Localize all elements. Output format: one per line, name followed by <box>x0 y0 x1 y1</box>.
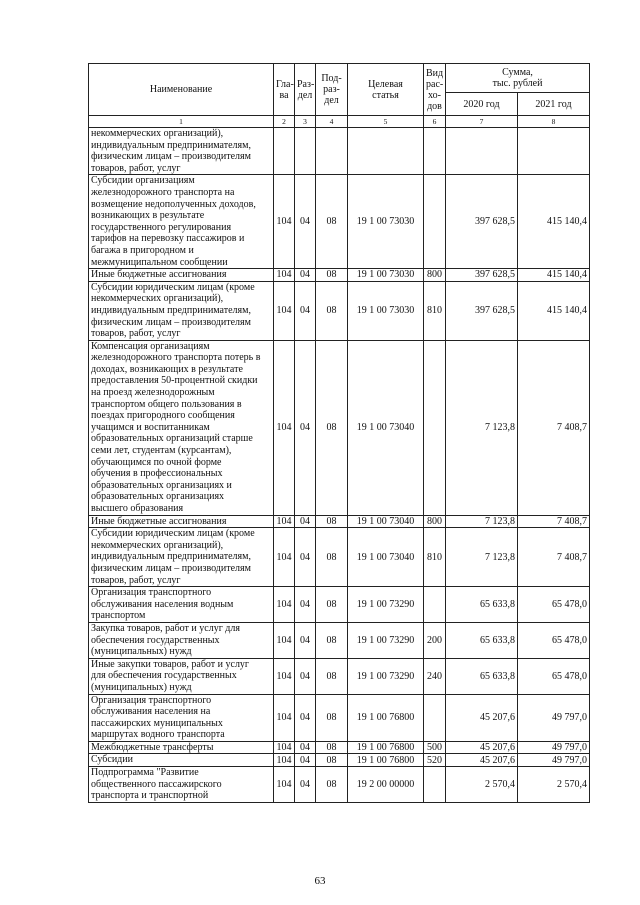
row-vid-rashodov: 200 <box>424 622 446 658</box>
row-razdel: 04 <box>295 622 316 658</box>
table-body <box>89 128 590 803</box>
row-glava <box>274 128 295 175</box>
row-vid-rashodov: 800 <box>424 269 446 282</box>
row-razdel: 04 <box>295 767 316 803</box>
row-sum-2021: 49 797,0 <box>518 754 590 767</box>
table-row <box>89 741 590 754</box>
row-sum-2020: 397 628,5 <box>446 281 518 340</box>
header-year-2020: 2020 год <box>446 93 518 116</box>
row-sum-2020: 65 633,8 <box>446 622 518 658</box>
table-row <box>89 767 590 803</box>
row-celevaya-statya: 19 2 00 00000 <box>348 767 424 803</box>
row-glava: 104 <box>274 741 295 754</box>
header-year-2021: 2021 год <box>518 93 590 116</box>
row-sum-2021: 7 408,7 <box>518 340 590 515</box>
table-row <box>89 528 590 587</box>
row-sum-2021: 49 797,0 <box>518 741 590 754</box>
row-name: Межбюджетные трансферты <box>89 741 274 754</box>
row-sum-2020: 397 628,5 <box>446 269 518 282</box>
column-number: 5 <box>348 116 424 128</box>
row-celevaya-statya: 19 1 00 73040 <box>348 515 424 528</box>
row-razdel: 04 <box>295 175 316 269</box>
row-podrazdel <box>316 128 348 175</box>
header-podrazdel: Под- раз- дел <box>316 64 348 116</box>
row-razdel: 04 <box>295 658 316 694</box>
row-vid-rashodov: 520 <box>424 754 446 767</box>
row-sum-2020 <box>446 128 518 175</box>
row-glava: 104 <box>274 658 295 694</box>
row-glava: 104 <box>274 281 295 340</box>
header-razdel: Раз- дел <box>295 64 316 116</box>
row-podrazdel: 08 <box>316 658 348 694</box>
row-sum-2020: 7 123,8 <box>446 340 518 515</box>
row-celevaya-statya <box>348 128 424 175</box>
row-podrazdel: 08 <box>316 587 348 623</box>
row-celevaya-statya: 19 1 00 73290 <box>348 587 424 623</box>
row-razdel: 04 <box>295 515 316 528</box>
table-row <box>89 175 590 269</box>
table-row <box>89 281 590 340</box>
row-podrazdel: 08 <box>316 340 348 515</box>
row-celevaya-statya: 19 1 00 73040 <box>348 340 424 515</box>
table-row <box>89 340 590 515</box>
row-podrazdel: 08 <box>316 767 348 803</box>
column-number: 1 <box>89 116 274 128</box>
row-sum-2021: 7 408,7 <box>518 515 590 528</box>
row-podrazdel: 08 <box>316 754 348 767</box>
row-glava: 104 <box>274 694 295 741</box>
row-razdel: 04 <box>295 587 316 623</box>
row-sum-2021: 65 478,0 <box>518 587 590 623</box>
header-vid-rashodov: Вид рас- хо- дов <box>424 64 446 116</box>
table-row <box>89 515 590 528</box>
row-razdel: 04 <box>295 269 316 282</box>
row-podrazdel: 08 <box>316 528 348 587</box>
row-celevaya-statya: 19 1 00 76800 <box>348 694 424 741</box>
column-number: 7 <box>446 116 518 128</box>
row-glava: 104 <box>274 622 295 658</box>
row-vid-rashodov <box>424 767 446 803</box>
row-name: Субсидии юридическим лицам (кроме некоммерческих организаций), индивидуальным предпринимателям, физическим лицам – производителям товаров, работ, услуг <box>89 281 274 340</box>
budget-table <box>88 63 590 803</box>
row-razdel: 04 <box>295 754 316 767</box>
row-vid-rashodov: 500 <box>424 741 446 754</box>
row-razdel: 04 <box>295 694 316 741</box>
row-glava: 104 <box>274 767 295 803</box>
row-razdel: 04 <box>295 281 316 340</box>
row-razdel: 04 <box>295 340 316 515</box>
row-sum-2021: 415 140,4 <box>518 175 590 269</box>
row-glava: 104 <box>274 754 295 767</box>
row-razdel: 04 <box>295 741 316 754</box>
header-celevaya-statya: Целевая статья <box>348 64 424 116</box>
row-name: Иные бюджетные ассигнования <box>89 269 274 282</box>
row-celevaya-statya: 19 1 00 76800 <box>348 741 424 754</box>
column-number: 4 <box>316 116 348 128</box>
row-sum-2020: 7 123,8 <box>446 528 518 587</box>
row-name: Подпрограмма "Развитие общественного пассажирского транспорта и транспортной <box>89 767 274 803</box>
row-name: Организация транспортного обслуживания населения водным транспортом <box>89 587 274 623</box>
row-podrazdel: 08 <box>316 694 348 741</box>
row-glava: 104 <box>274 587 295 623</box>
row-vid-rashodov <box>424 694 446 741</box>
row-razdel: 04 <box>295 528 316 587</box>
row-podrazdel: 08 <box>316 622 348 658</box>
row-celevaya-statya: 19 1 00 73030 <box>348 281 424 340</box>
row-celevaya-statya: 19 1 00 76800 <box>348 754 424 767</box>
row-celevaya-statya: 19 1 00 73290 <box>348 658 424 694</box>
row-sum-2020: 397 628,5 <box>446 175 518 269</box>
column-number: 6 <box>424 116 446 128</box>
row-celevaya-statya: 19 1 00 73290 <box>348 622 424 658</box>
row-name: Иные закупки товаров, работ и услуг для обеспечения государственных (муниципальных) нужд <box>89 658 274 694</box>
row-podrazdel: 08 <box>316 741 348 754</box>
column-number: 2 <box>274 116 295 128</box>
table-row <box>89 754 590 767</box>
row-celevaya-statya: 19 1 00 73030 <box>348 269 424 282</box>
row-glava: 104 <box>274 269 295 282</box>
row-name: Организация транспортного обслуживания населения на пассажирских муниципальных маршрутах водного транспорта <box>89 694 274 741</box>
page-number: 63 <box>314 875 326 887</box>
row-sum-2021: 415 140,4 <box>518 281 590 340</box>
row-celevaya-statya: 19 1 00 73030 <box>348 175 424 269</box>
row-vid-rashodov <box>424 175 446 269</box>
row-glava: 104 <box>274 515 295 528</box>
row-vid-rashodov: 810 <box>424 281 446 340</box>
header-name: Наименование <box>89 64 274 116</box>
row-razdel <box>295 128 316 175</box>
row-sum-2020: 65 633,8 <box>446 658 518 694</box>
table-row <box>89 622 590 658</box>
row-glava: 104 <box>274 528 295 587</box>
header-glava: Гла- ва <box>274 64 295 116</box>
row-vid-rashodov: 240 <box>424 658 446 694</box>
row-name: Компенсация организациям железнодорожного транспорта потерь в доходах, возникающих в результате предоставления 50-процентной скидки на проезд железнодорожным транспортом общего пользования в поездах пригородного сообщения учащимся и воспитанникам образовательных организаций старше семи лет, студентам (курсантам), обучающимся по очной форме обучения в профессиональных образовательных организациях и образовательных организациях высшего образования <box>89 340 274 515</box>
row-sum-2020: 45 207,6 <box>446 741 518 754</box>
header-summa: Сумма, тыс. рублей <box>446 64 590 93</box>
row-podrazdel: 08 <box>316 175 348 269</box>
row-glava: 104 <box>274 340 295 515</box>
table-row <box>89 128 590 175</box>
row-name: Субсидии <box>89 754 274 767</box>
row-sum-2020: 45 207,6 <box>446 694 518 741</box>
row-name: некоммерческих организаций), индивидуальным предпринимателям, физическим лицам – производителям товаров, работ, услуг <box>89 128 274 175</box>
column-number: 3 <box>295 116 316 128</box>
row-podrazdel: 08 <box>316 515 348 528</box>
table-header <box>89 64 590 128</box>
table-row <box>89 269 590 282</box>
row-vid-rashodov <box>424 587 446 623</box>
row-sum-2021: 7 408,7 <box>518 528 590 587</box>
row-name: Закупка товаров, работ и услуг для обеспечения государственных (муниципальных) нужд <box>89 622 274 658</box>
table-row <box>89 694 590 741</box>
row-sum-2021: 65 478,0 <box>518 622 590 658</box>
row-celevaya-statya: 19 1 00 73040 <box>348 528 424 587</box>
row-sum-2021: 49 797,0 <box>518 694 590 741</box>
row-vid-rashodov <box>424 128 446 175</box>
row-podrazdel: 08 <box>316 281 348 340</box>
row-podrazdel: 08 <box>316 269 348 282</box>
row-name: Иные бюджетные ассигнования <box>89 515 274 528</box>
row-sum-2021: 415 140,4 <box>518 269 590 282</box>
row-vid-rashodov: 800 <box>424 515 446 528</box>
row-sum-2021: 65 478,0 <box>518 658 590 694</box>
row-name: Субсидии юридическим лицам (кроме некоммерческих организаций), индивидуальным предпринимателям, физическим лицам – производителям товаров, работ, услуг <box>89 528 274 587</box>
row-sum-2021: 2 570,4 <box>518 767 590 803</box>
row-sum-2020: 2 570,4 <box>446 767 518 803</box>
row-name: Субсидии организациям железнодорожного транспорта на возмещение недополученных доходов, возникающих в результате государственного регулирования тарифов на перевозку пассажиров и багажа в пригородном и межмуниципальном сообщении <box>89 175 274 269</box>
table-row <box>89 658 590 694</box>
row-vid-rashodov <box>424 340 446 515</box>
row-vid-rashodov: 810 <box>424 528 446 587</box>
row-sum-2020: 65 633,8 <box>446 587 518 623</box>
row-sum-2020: 45 207,6 <box>446 754 518 767</box>
table-row <box>89 587 590 623</box>
row-sum-2020: 7 123,8 <box>446 515 518 528</box>
row-sum-2021 <box>518 128 590 175</box>
column-number: 8 <box>518 116 590 128</box>
row-glava: 104 <box>274 175 295 269</box>
